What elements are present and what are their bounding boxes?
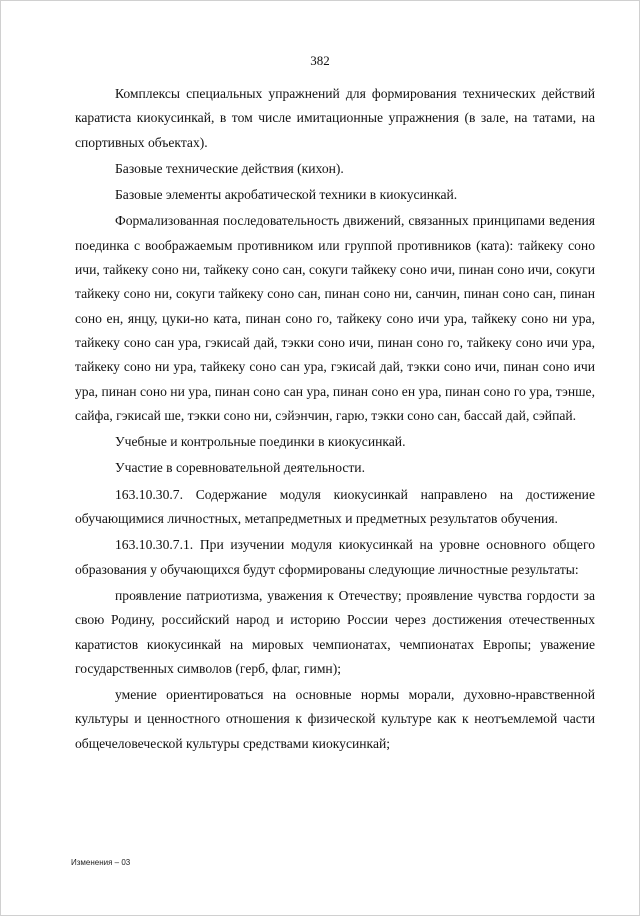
- paragraph-bouts: Учебные и контрольные поединки в киокусинкай.: [115, 434, 406, 450]
- paragraph-personal-results: 163.10.30.7.1. При изучении модуля киокусинкай на уровне основного общего образования у обучающихся будут сформированы следующие личностные результаты:: [75, 537, 595, 577]
- paragraph-morals: умение ориентироваться на основные нормы морали, духовно-нравственной культуры и ценностного отношения к физической культуре как к неотъемлемой части общечеловеческой культуры средствами киокусинкай;: [75, 687, 595, 751]
- page-number: 382: [310, 53, 330, 68]
- paragraph-basic-technique: Базовые технические действия (кихон).: [115, 160, 344, 176]
- paragraph-competitions: Участие в соревновательной деятельности.: [115, 460, 365, 476]
- document-body: [75, 82, 595, 758]
- paragraph-exercise-complexes: Комплексы специальных упражнений для формирования технических действий каратиста киокусинкай, в том числе имитационные упражнения (в зале, на татами, на спортивных объектах).: [75, 86, 595, 150]
- revision-footer: Изменения – 03: [71, 858, 131, 867]
- paragraph-patriotism: проявление патриотизма, уважения к Отечеству; проявление чувства гордости за свою Родину, российский народ и историю России через достижения отечественных каратистов киокусинкай на мировых чемпионатах, чемпионатах Европы; уважение государственных символов (герб, флаг, гимн);: [75, 587, 595, 676]
- paragraph-module-content: 163.10.30.7. Содержание модуля киокусинкай направлено на достижение обучающимися личностных, метапредметных и предметных результатов обучения.: [75, 486, 595, 527]
- paragraph-acrobatic-elements: Базовые элементы акробатической техники в киокусинкай.: [115, 187, 458, 203]
- paragraph-kata-list: Формализованная последовательность движений, связанных принципами ведения поединка с воображаемым противником или группой противников (ката): тайкеку соно ичи, тайкеку соно ни, тайкеку соно сан, сокуги тайкеку соно ичи, пинан соно ичи, сокуги тайкеку соно ни, сокуги тайкеку соно сан, пинан соно ни, санчин, пинан соно сан, пинан соно ен, янцу, цуки-но ката, пинан соно го, тайкеку соно ичи ура, тайкеку соно ни ура, тайкеку соно сан ура, гэкисай дай, тэкки соно ичи, пинан соно го, тайкеку соно ичи ура, тайкеку соно ни ура, тайкеку соно сан ура, гэкисай дай, тэкки соно ичи, пинан соно ичи ура, пинан соно ни ура, пинан соно сан ура, пинан соно ен ура, пинан соно го ура, тэнше, сайфа, гэкисай ше, тэкки соно ни, сэйэнчин, гарю, тэкки соно сан, бассай дай, сэйпай.: [75, 213, 595, 423]
